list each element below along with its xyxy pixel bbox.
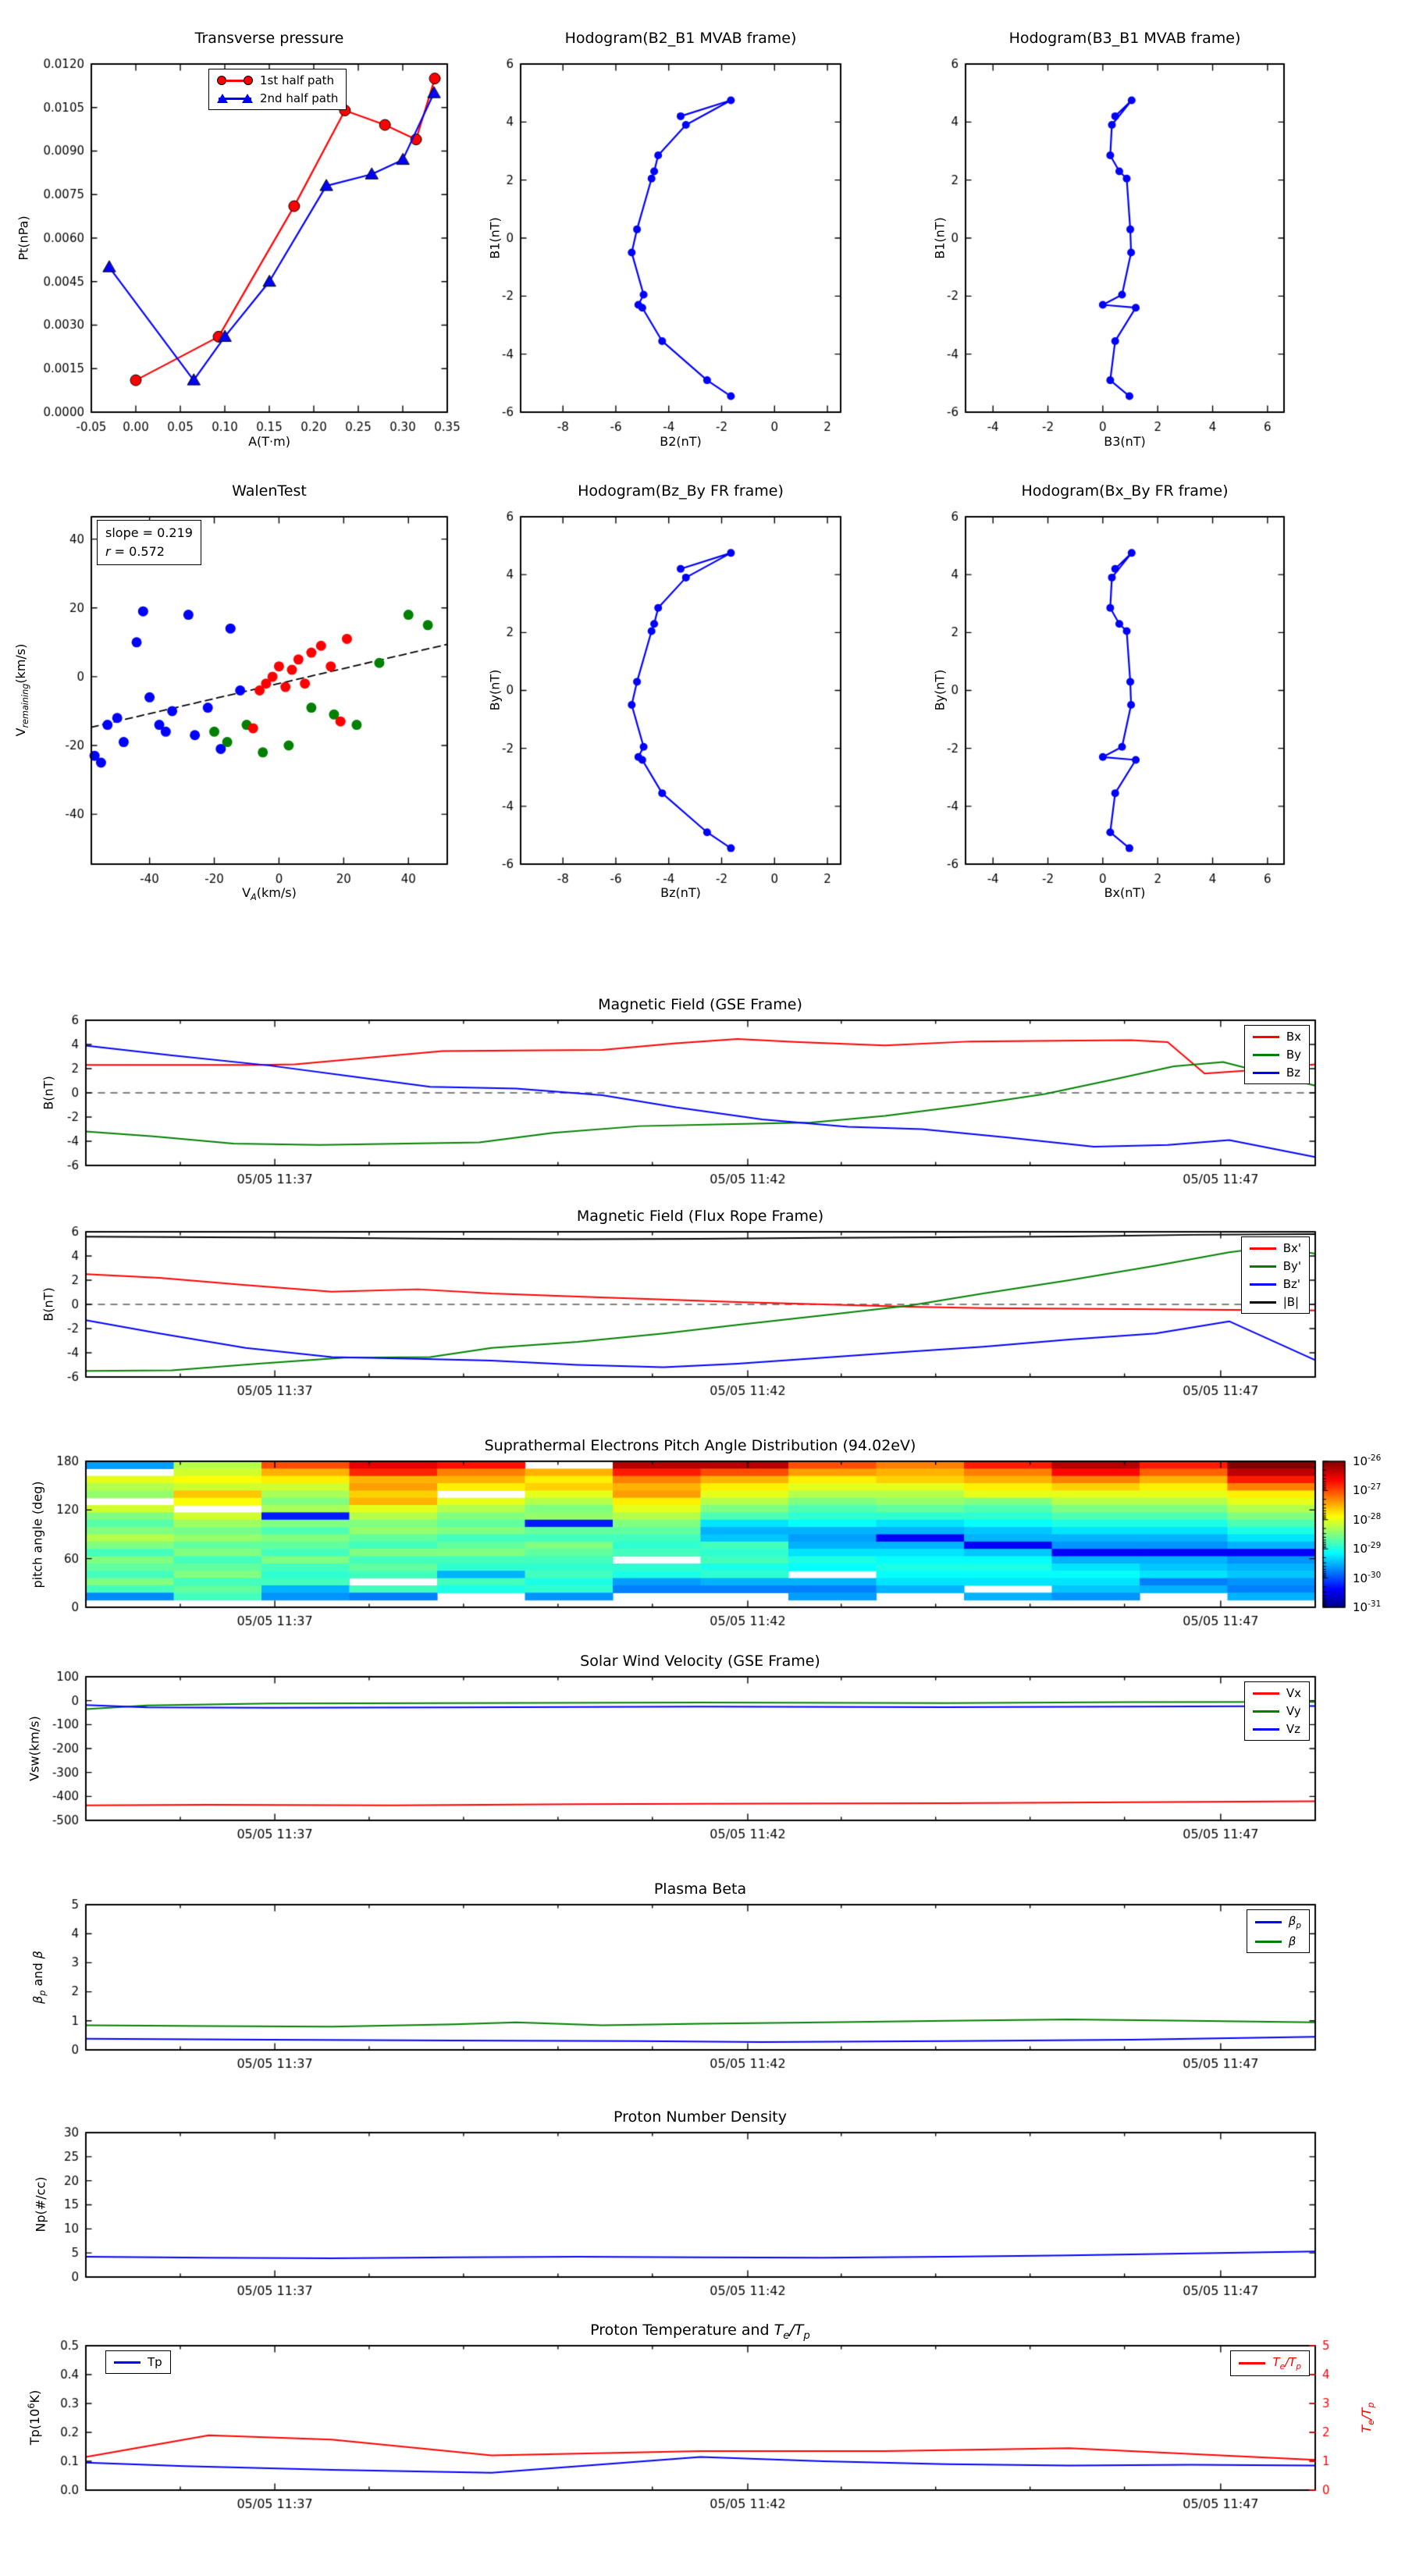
fr-title: Magnetic Field (Flux Rope Frame) [576,1208,824,1225]
legend-label: Vy [1286,1704,1301,1718]
hodogram-bzby-title: Hodogram(Bz_By FR frame) [578,482,784,500]
legend-item-babs [1250,1295,1301,1309]
walen-ylabel: $V_{remaining}(km/s)$ [12,643,31,737]
hodogram-bxby-xlabel: Bx(nT) [1104,885,1146,900]
np-title: Proton Number Density [614,2108,787,2126]
walen-fit-annotation [97,520,201,565]
hodogram-bxby-ylabel: By(nT) [932,669,948,711]
legend-label: $T_e/T_p$ [1272,2355,1301,2371]
hodogram-b3b1-xlabel: B3(nT) [1104,434,1146,449]
legend-label: $\beta_p$ [1288,1914,1301,1930]
colorbar-label-1e-31: $10^{-31}$ [1353,1599,1382,1614]
legend-item-beta [1255,1934,1301,1948]
legend-label: By [1286,1048,1301,1062]
walen-title: WalenTest [232,482,307,500]
blue-triangle-line-swatch [217,93,253,105]
slope-value: slope = 0.219 [105,525,193,540]
legend-label: β [1288,1934,1297,1948]
tp-legend [105,2350,171,2374]
pressure-legend [208,69,347,110]
legend-label: By' [1282,1259,1301,1273]
hodogram-bxby-title: Hodogram(Bx_By FR frame) [1021,482,1229,500]
legend-label: 2nd half path [260,91,339,105]
beta-title: Plasma Beta [653,1880,747,1898]
velocity-legend [1244,1681,1310,1741]
velocity-ylabel: Vsw(km/s) [27,1716,42,1781]
legend-item-vz [1253,1722,1301,1736]
hodogram-b2b1-title: Hodogram(B2_B1 MVAB frame) [564,30,797,47]
hodogram-bzby-ylabel: By(nT) [487,669,503,711]
colorbar-label-1e-27: $10^{-27}$ [1353,1482,1382,1497]
legend-item-bz [1253,1066,1301,1080]
legend-label: Bx [1286,1030,1301,1044]
legend-label: Bz' [1282,1277,1300,1291]
legend-item-by [1253,1048,1301,1062]
legend-item-second-half [217,91,338,105]
legend-item-byp [1250,1259,1301,1273]
legend-item-vx [1253,1686,1301,1700]
np-ylabel: Np(#/cc) [33,2176,48,2233]
colorbar-label-1e-30: $10^{-30}$ [1353,1571,1382,1585]
legend-label: Bz [1286,1066,1300,1080]
hodogram-b3b1-ylabel: B1(nT) [932,217,948,259]
colorbar-label-1e-28: $10^{-28}$ [1353,1512,1382,1527]
velocity-title: Solar Wind Velocity (GSE Frame) [580,1653,820,1670]
legend-item-tp [114,2355,162,2369]
walen-xlabel: $V_A(km/s)$ [242,885,297,903]
legend-label: Vz [1286,1722,1300,1736]
te-tp-right-ylabel: $T_e/T_p$ [1358,2402,1377,2433]
pressure-title: Transverse pressure [194,30,344,47]
legend-item-bx [1253,1030,1301,1044]
gse-ylabel: B(nT) [41,1076,56,1110]
fr-ylabel: B(nT) [41,1287,56,1322]
correlation-value: r = 0.572 [105,544,165,559]
legend-label: Tp [148,2355,162,2369]
legend-item-beta-p [1255,1914,1301,1930]
legend-item-bzp [1250,1277,1301,1291]
legend-label: 1st half path [260,73,335,87]
hodogram-b2b1-ylabel: B1(nT) [487,217,503,259]
gse-title: Magnetic Field (GSE Frame) [598,996,802,1013]
pressure-xlabel: A(T·m) [248,434,290,449]
tp-title: Proton Temperature and $T_e/T_p$ [590,2322,810,2342]
pitch-title: Suprathermal Electrons Pitch Angle Distribution (94.02eV) [484,1437,916,1454]
legend-item-te-tp [1239,2355,1301,2371]
red-circle-line-swatch [217,75,253,87]
beta-legend [1247,1909,1310,1953]
hodogram-bzby-xlabel: Bz(nT) [660,885,701,900]
legend-item-bxp [1250,1241,1301,1255]
colorbar-label-1e-29: $10^{-29}$ [1353,1541,1382,1556]
legend-item-first-half [217,73,338,87]
pressure-ylabel: Pt(nPa) [16,215,31,261]
legend-label: Bx' [1282,1241,1301,1255]
beta-ylabel: $\beta_p$ and β [30,1951,48,2004]
hodogram-b3b1-title: Hodogram(B3_B1 MVAB frame) [1008,30,1241,47]
legend-label: |B| [1282,1295,1300,1309]
legend-item-vy [1253,1704,1301,1718]
te-tp-legend [1230,2350,1310,2376]
pitch-ylabel: pitch angle (deg) [30,1481,45,1589]
hodogram-b2b1-xlabel: B2(nT) [660,434,702,449]
fr-legend [1241,1236,1310,1314]
legend-label: Vx [1286,1686,1301,1700]
colorbar-label-1e-26: $10^{-26}$ [1353,1453,1382,1468]
gse-legend [1244,1025,1310,1084]
tp-ylabel: $Tp(10^6K)$ [26,2389,43,2446]
